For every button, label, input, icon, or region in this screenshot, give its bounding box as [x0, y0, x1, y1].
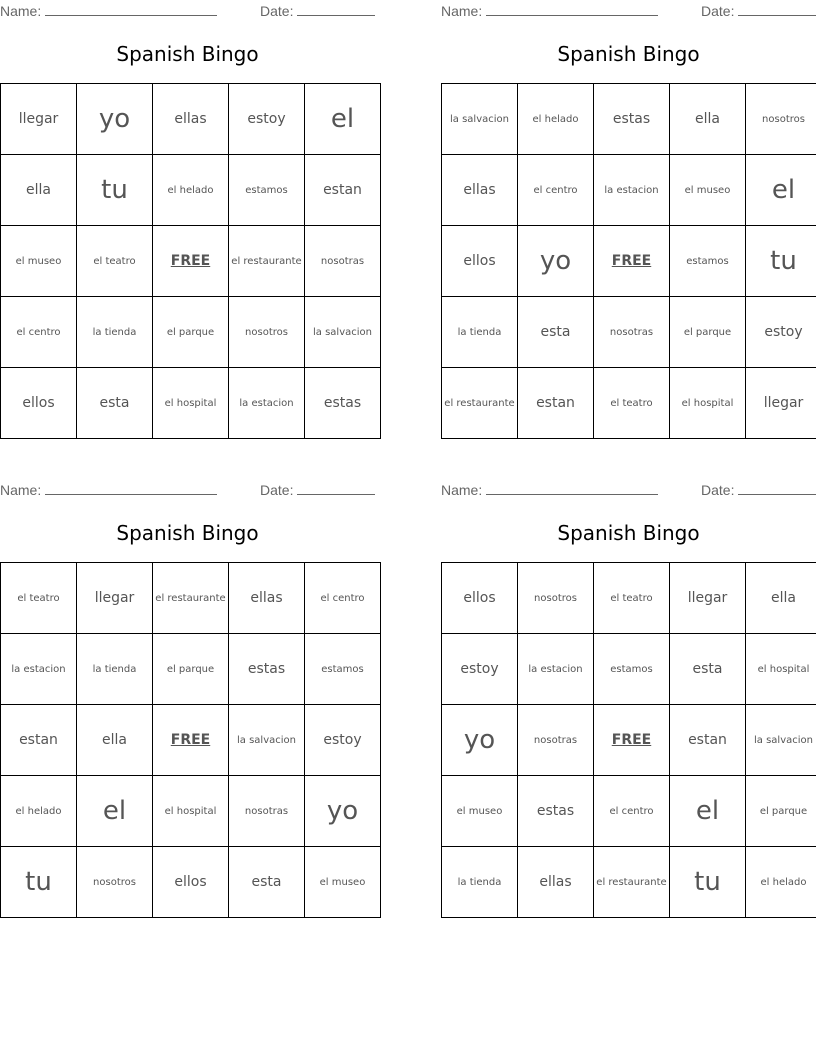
bingo-cell[interactable]: el helado [518, 84, 594, 155]
bingo-cell[interactable]: estamos [670, 226, 746, 297]
bingo-row [442, 226, 816, 297]
name-label: Name: [0, 3, 42, 19]
bingo-cell[interactable]: esta [229, 847, 305, 918]
bingo-cell[interactable]: llegar [670, 563, 746, 634]
name-field[interactable] [0, 481, 217, 498]
bingo-row [442, 776, 816, 847]
bingo-cell[interactable]: el hospital [746, 634, 816, 705]
bingo-cell[interactable]: el helado [746, 847, 816, 918]
bingo-cell[interactable]: estoy [442, 634, 518, 705]
bingo-cell[interactable]: el teatro [594, 563, 670, 634]
bingo-cell[interactable]: el museo [1, 226, 77, 297]
bingo-row [1, 634, 381, 705]
bingo-cell[interactable]: yo [305, 776, 381, 847]
bingo-cell[interactable]: la estacion [518, 634, 594, 705]
bingo-cell[interactable]: nosotras [305, 226, 381, 297]
bingo-row [1, 563, 381, 634]
date-blank-line[interactable] [738, 481, 816, 495]
bingo-cell[interactable]: el helado [1, 776, 77, 847]
name-label: Name: [0, 482, 42, 498]
bingo-cell[interactable]: la tienda [442, 297, 518, 368]
bingo-row [442, 155, 816, 226]
bingo-cell[interactable]: el museo [670, 155, 746, 226]
bingo-cell[interactable]: el hospital [153, 776, 229, 847]
bingo-cell[interactable]: tu [670, 847, 746, 918]
bingo-cell[interactable]: nosotras [594, 297, 670, 368]
bingo-cell[interactable]: el [77, 776, 153, 847]
bingo-cell[interactable]: tu [77, 155, 153, 226]
name-field[interactable] [0, 2, 217, 19]
bingo-row [1, 705, 381, 776]
bingo-cell[interactable]: el teatro [594, 368, 670, 439]
bingo-cell[interactable]: la tienda [77, 297, 153, 368]
bingo-row [1, 847, 381, 918]
free-space[interactable]: FREE [594, 226, 670, 297]
bingo-cell[interactable]: ella [746, 563, 816, 634]
bingo-cell[interactable]: el restaurante [442, 368, 518, 439]
bingo-cell[interactable]: llegar [1, 84, 77, 155]
bingo-cell[interactable]: nosotras [518, 705, 594, 776]
card-title: Spanish Bingo [557, 521, 700, 545]
bingo-cell[interactable]: nosotras [229, 776, 305, 847]
bingo-cell[interactable]: ellas [153, 84, 229, 155]
bingo-grid [0, 83, 381, 439]
bingo-cell[interactable]: el museo [305, 847, 381, 918]
date-blank-line[interactable] [297, 481, 375, 495]
date-label: Date: [260, 482, 294, 498]
bingo-row [1, 84, 381, 155]
bingo-grid [441, 83, 816, 439]
bingo-grid [441, 562, 816, 918]
bingo-cell[interactable]: esta [77, 368, 153, 439]
bingo-card [0, 479, 375, 919]
bingo-cell[interactable]: estoy [305, 705, 381, 776]
bingo-cell[interactable]: estan [1, 705, 77, 776]
bingo-cell[interactable]: estas [594, 84, 670, 155]
bingo-cell[interactable]: la salvacion [229, 705, 305, 776]
bingo-cell[interactable]: la tienda [77, 634, 153, 705]
bingo-cell[interactable]: llegar [77, 563, 153, 634]
bingo-row [442, 84, 816, 155]
bingo-grid [0, 562, 381, 918]
bingo-cell[interactable]: estan [518, 368, 594, 439]
bingo-cell[interactable]: yo [442, 705, 518, 776]
date-field[interactable] [701, 2, 816, 19]
bingo-row [442, 368, 816, 439]
bingo-cell[interactable]: ellos [1, 368, 77, 439]
bingo-row [1, 297, 381, 368]
name-label: Name: [441, 3, 483, 19]
free-space[interactable]: FREE [153, 226, 229, 297]
name-blank-line[interactable] [45, 2, 217, 16]
bingo-cell[interactable]: el centro [594, 776, 670, 847]
bingo-row [1, 226, 381, 297]
bingo-cell[interactable]: el [305, 84, 381, 155]
bingo-row [1, 776, 381, 847]
bingo-cell[interactable]: el teatro [1, 563, 77, 634]
bingo-cell[interactable]: estamos [229, 155, 305, 226]
name-blank-line[interactable] [486, 2, 658, 16]
bingo-cell[interactable]: la estacion [229, 368, 305, 439]
bingo-cell[interactable]: el [746, 155, 816, 226]
bingo-cell[interactable]: el parque [153, 634, 229, 705]
date-blank-line[interactable] [297, 2, 375, 16]
bingo-cell[interactable]: esta [518, 297, 594, 368]
date-label: Date: [701, 3, 735, 19]
bingo-cell[interactable]: el centro [1, 297, 77, 368]
bingo-row [1, 368, 381, 439]
bingo-row [442, 563, 816, 634]
bingo-cell[interactable]: el centro [305, 563, 381, 634]
bingo-cell[interactable]: estamos [594, 634, 670, 705]
bingo-cell[interactable]: el hospital [153, 368, 229, 439]
date-label: Date: [260, 3, 294, 19]
bingo-cell[interactable]: ellos [153, 847, 229, 918]
card-title: Spanish Bingo [116, 42, 259, 66]
bingo-row [442, 297, 816, 368]
bingo-cell[interactable]: el restaurante [153, 563, 229, 634]
bingo-cell[interactable]: nosotros [229, 297, 305, 368]
date-blank-line[interactable] [738, 2, 816, 16]
bingo-cell[interactable]: el centro [518, 155, 594, 226]
date-field[interactable] [701, 481, 816, 498]
bingo-cell[interactable]: nosotros [746, 84, 816, 155]
bingo-cell[interactable]: ellas [518, 847, 594, 918]
bingo-cell[interactable]: nosotros [518, 563, 594, 634]
name-field[interactable] [441, 481, 658, 498]
bingo-cell[interactable]: la salvacion [305, 297, 381, 368]
bingo-cell[interactable]: esta [670, 634, 746, 705]
bingo-row [442, 634, 816, 705]
bingo-cell[interactable]: el parque [153, 297, 229, 368]
bingo-cell[interactable]: llegar [746, 368, 816, 439]
bingo-cell[interactable]: tu [1, 847, 77, 918]
bingo-cell[interactable]: estan [670, 705, 746, 776]
bingo-cell[interactable]: estamos [305, 634, 381, 705]
free-space[interactable]: FREE [594, 705, 670, 776]
bingo-card [441, 0, 816, 440]
free-space[interactable]: FREE [153, 705, 229, 776]
bingo-cell[interactable]: estoy [229, 84, 305, 155]
bingo-cell[interactable]: ella [77, 705, 153, 776]
name-field[interactable] [441, 2, 658, 19]
bingo-cell[interactable]: el helado [153, 155, 229, 226]
bingo-row [442, 847, 816, 918]
bingo-cell[interactable]: yo [518, 226, 594, 297]
bingo-cell[interactable]: el parque [746, 776, 816, 847]
bingo-cell[interactable]: el parque [670, 297, 746, 368]
bingo-cell[interactable]: el restaurante [594, 847, 670, 918]
bingo-cell[interactable]: yo [77, 84, 153, 155]
bingo-cell[interactable]: estan [305, 155, 381, 226]
bingo-cell[interactable]: el hospital [670, 368, 746, 439]
bingo-cell[interactable]: ella [670, 84, 746, 155]
date-label: Date: [701, 482, 735, 498]
bingo-cell[interactable]: estas [518, 776, 594, 847]
bingo-cell[interactable]: la salvacion [442, 84, 518, 155]
bingo-cell[interactable]: la salvacion [746, 705, 816, 776]
bingo-cell[interactable]: ellos [442, 563, 518, 634]
card-title: Spanish Bingo [116, 521, 259, 545]
date-field[interactable] [260, 481, 375, 498]
bingo-cell[interactable]: estas [305, 368, 381, 439]
bingo-cell[interactable]: tu [746, 226, 816, 297]
bingo-cell[interactable]: la tienda [442, 847, 518, 918]
name-blank-line[interactable] [45, 481, 217, 495]
name-label: Name: [441, 482, 483, 498]
bingo-cell[interactable]: ellas [442, 155, 518, 226]
bingo-cell[interactable]: estoy [746, 297, 816, 368]
bingo-cell[interactable]: ellas [229, 563, 305, 634]
bingo-cell[interactable]: el teatro [77, 226, 153, 297]
bingo-cell[interactable]: la estacion [594, 155, 670, 226]
bingo-cell[interactable]: el restaurante [229, 226, 305, 297]
bingo-cell[interactable]: el museo [442, 776, 518, 847]
bingo-row [442, 705, 816, 776]
bingo-cell[interactable]: estas [229, 634, 305, 705]
bingo-cell[interactable]: ellos [442, 226, 518, 297]
bingo-cell[interactable]: nosotros [77, 847, 153, 918]
date-field[interactable] [260, 2, 375, 19]
bingo-card [441, 479, 816, 919]
bingo-cell[interactable]: la estacion [1, 634, 77, 705]
bingo-cell[interactable]: el [670, 776, 746, 847]
bingo-cell[interactable]: ella [1, 155, 77, 226]
bingo-row [1, 155, 381, 226]
card-title: Spanish Bingo [557, 42, 700, 66]
bingo-card [0, 0, 375, 440]
name-blank-line[interactable] [486, 481, 658, 495]
